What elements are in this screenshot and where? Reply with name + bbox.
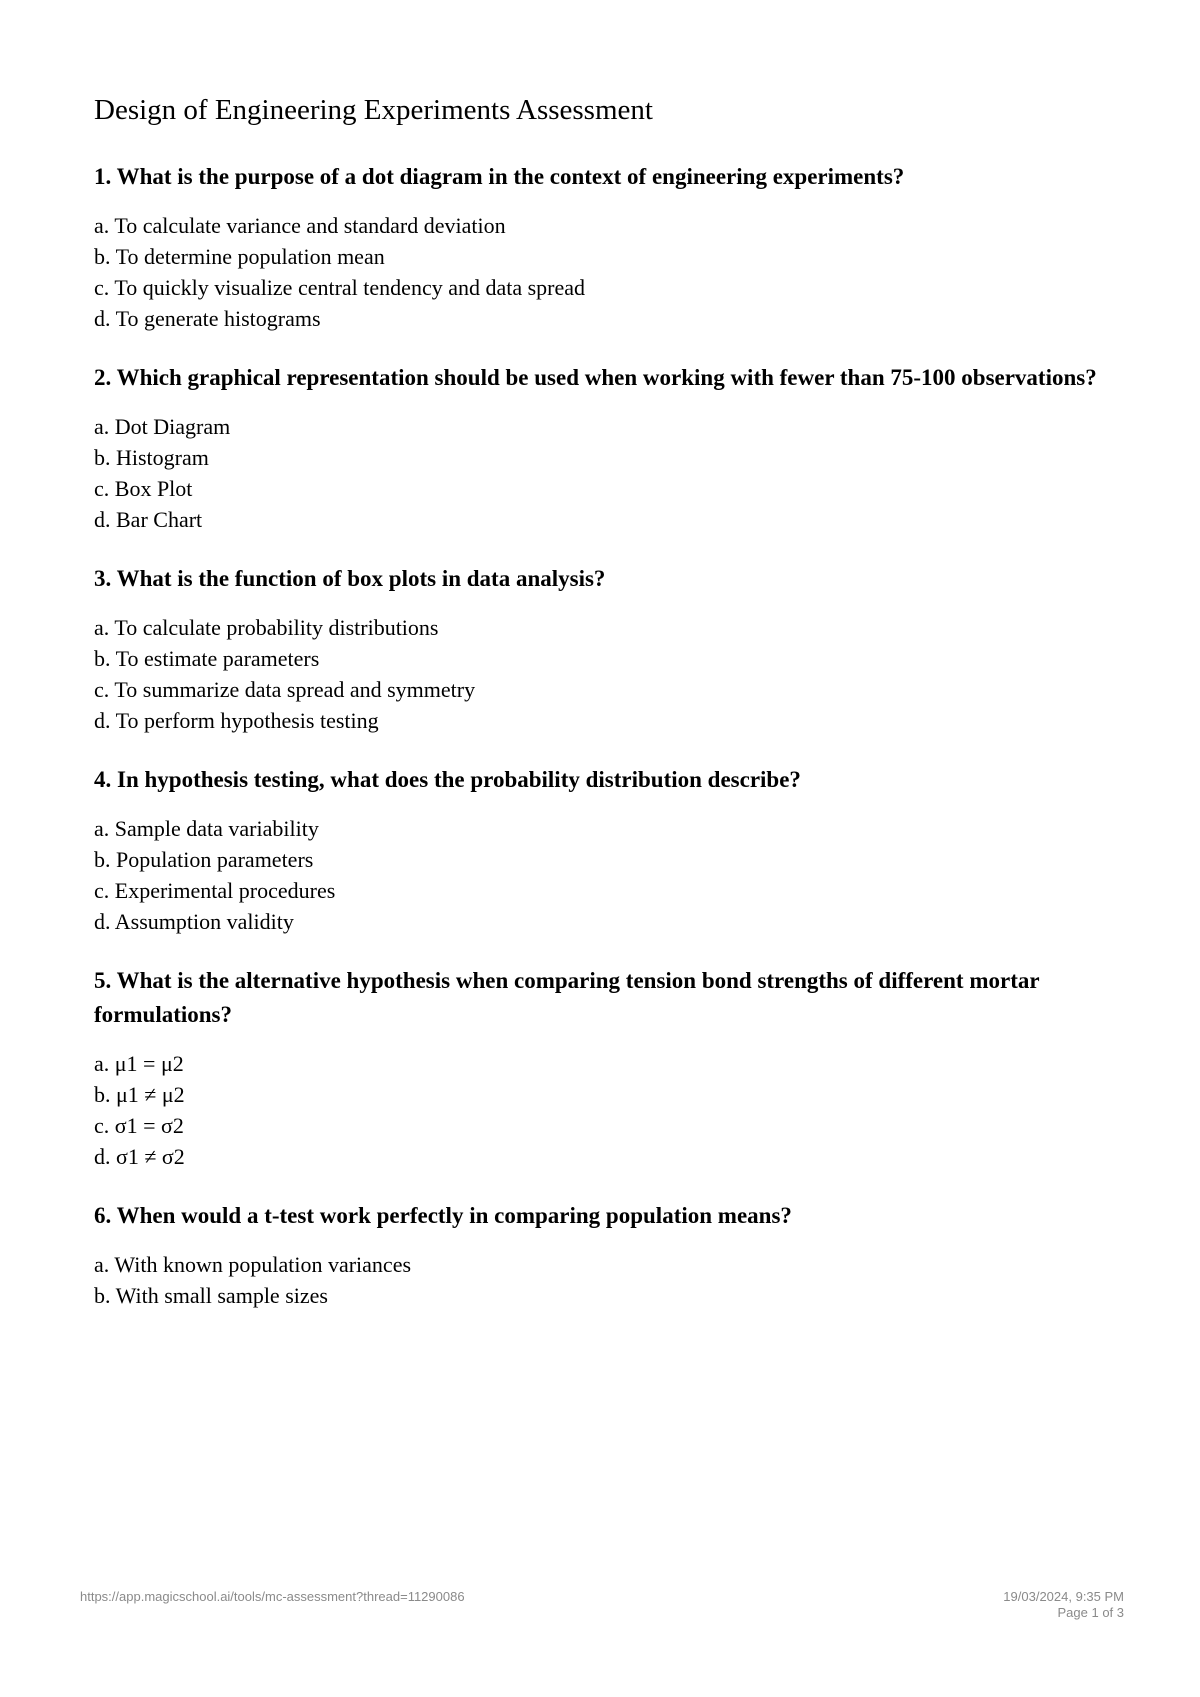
question-text: 2. Which graphical representation should be used when working with fewer than 75-100 observations? (94, 365, 1097, 390)
option-b: b. To estimate parameters (94, 646, 320, 671)
option-list (94, 612, 1134, 736)
option-d: d. σ1 ≠ σ2 (94, 1144, 185, 1169)
document-content (94, 90, 1134, 1338)
option-d: d. To generate histograms (94, 306, 321, 331)
question-text: 5. What is the alternative hypothesis when comparing tension bond strengths of different mortar formulations? (94, 968, 1040, 1027)
option-a: a. To calculate variance and standard deviation (94, 213, 506, 238)
footer-datetime: 19/03/2024, 9:35 PM (1003, 1589, 1124, 1604)
option-a: a. Dot Diagram (94, 414, 231, 439)
question-1 (94, 160, 1134, 334)
question-6 (94, 1199, 1134, 1311)
question-2 (94, 361, 1134, 535)
question-text: 1. What is the purpose of a dot diagram in the context of engineering experiments? (94, 164, 905, 189)
question-text: 4. In hypothesis testing, what does the probability distribution describe? (94, 767, 801, 792)
footer-page-number: Page 1 of 3 (1057, 1605, 1124, 1620)
question-text: 3. What is the function of box plots in data analysis? (94, 566, 606, 591)
footer-url[interactable]: https://app.magicschool.ai/tools/mc-assessment?thread=11290086 (80, 1589, 465, 1604)
option-a: a. μ1 = μ2 (94, 1051, 184, 1076)
option-c: c. σ1 = σ2 (94, 1113, 184, 1138)
option-list (94, 411, 1134, 535)
question-5 (94, 964, 1134, 1172)
option-c: c. To summarize data spread and symmetry (94, 677, 476, 702)
footer-meta (1003, 1589, 1124, 1621)
option-list (94, 210, 1134, 334)
question-4 (94, 763, 1134, 937)
option-d: d. Assumption validity (94, 909, 294, 934)
document-title: Design of Engineering Experiments Assessment (94, 94, 653, 126)
option-b: b. Population parameters (94, 847, 314, 872)
question-text: 6. When would a t-test work perfectly in comparing population means? (94, 1203, 792, 1228)
option-d: d. To perform hypothesis testing (94, 708, 379, 733)
option-c: c. Box Plot (94, 476, 193, 501)
question-3 (94, 562, 1134, 736)
option-a: a. To calculate probability distributions (94, 615, 439, 640)
option-b: b. To determine population mean (94, 244, 385, 269)
option-list (94, 1048, 1134, 1172)
option-c: c. Experimental procedures (94, 878, 336, 903)
option-b: b. μ1 ≠ μ2 (94, 1082, 185, 1107)
option-list (94, 813, 1134, 937)
option-a: a. Sample data variability (94, 816, 319, 841)
option-list (94, 1249, 1134, 1311)
option-a: a. With known population variances (94, 1252, 412, 1277)
option-b: b. With small sample sizes (94, 1283, 328, 1308)
option-d: d. Bar Chart (94, 507, 203, 532)
option-b: b. Histogram (94, 445, 209, 470)
option-c: c. To quickly visualize central tendency and data spread (94, 275, 586, 300)
